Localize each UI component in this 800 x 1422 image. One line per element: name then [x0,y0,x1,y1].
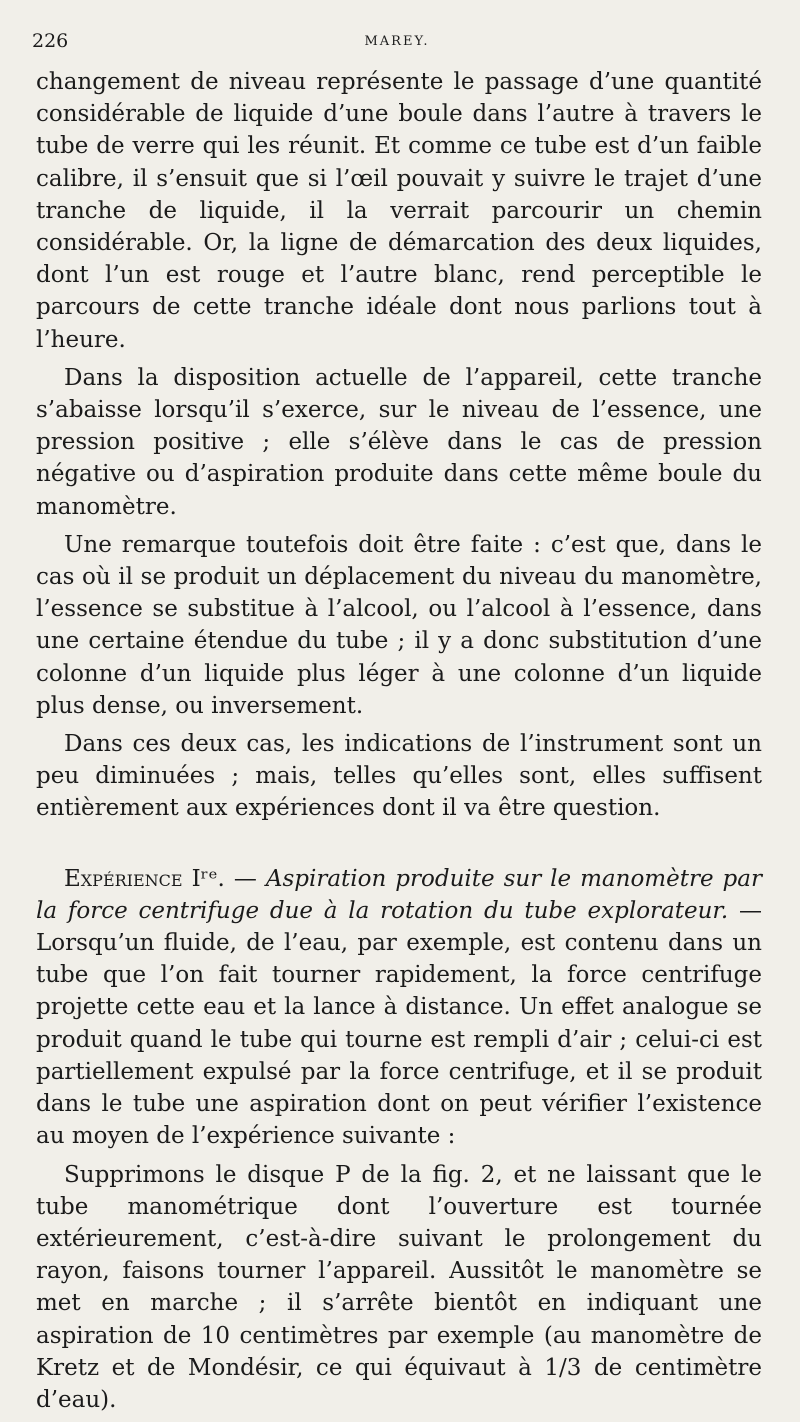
page-number: 226 [32,30,69,52]
page-header [32,30,762,60]
paragraph: Supprimons le disque P de la fig. 2, et ne laissant que le tube manométrique dont l’ouverture est tournée extérieurement, c’est-à-dire suivant le prolongement du rayon, faisons tourner l’appareil. Aussitôt le manomètre se met en marche ; il s’arrête bientôt en indiquant une aspiration de 10 centimètres par exemple (au manomètre de Kretz et de Mondésir, ce qui équivaut à 1/3 de centimètre d’eau). [36,1161,762,1413]
paragraph: Une remarque toutefois doit être faite : c’est que, dans le cas où il se produit un déplacement du niveau du manomètre, l’essence se substitue à l’alcool, ou l’alcool à l’essence, dans une certaine étendue du tube ; il y a donc substitution d’une colonne d’un liquide plus léger à une colonne d’un liquide plus dense, ou inversement. [36,531,762,719]
paragraph-continuation: changement de niveau représente le passage d’une quantité considérable de liquide d’une boule dans l’autre à travers le tube de verre qui les réunit. Et comme ce tube est d’un faible calibre, il s’ensuit que si l’œil pouvait y suivre le trajet d’une tranche de liquide, il la verrait parcourir un chemin considérable. Or, la ligne de démarcation des deux liquides, dont l’un est rouge et l’autre blanc, rend perceptible le parcours de cette tranche idéale dont nous parlions tout à l’heure. [36,69,762,353]
paragraph: Dans ces deux cas, les indications de l’instrument sont un peu diminuées ; mais, telles qu’elles sont, elles suffisent entièrement aux expériences dont il va être question. [36,731,762,822]
experiment-title: Aspiration produite sur le manomètre par la force centrifuge due à la rotation du tube explorateur. [36,865,762,924]
running-head: MAREY. [364,34,430,49]
experiment-paragraph [36,863,762,1153]
body-text [36,66,762,1422]
experiment-text: Lorsqu’un fluide, de l’eau, par exemple, est contenu dans un tube que l’on fait tourner rapidement, la force centrifuge projette cette eau et la lance à distance. Un effet analogue se produit quand le tube qui tourne est rempli d’air ; celui-ci est partiellement expulsé par la force centrifuge, et il se produit dans le tube une aspiration dont on peut vérifier l’existence au moyen de l’expérience suivante : [36,930,762,1150]
experiment-dash: — [224,865,266,892]
experiment-label: Expérience Iʳᵉ. [64,865,225,892]
paragraph: Dans la disposition actuelle de l’appareil, cette tranche s’abaisse lorsqu’il s’exerce, sur le niveau de l’essence, une pression positive ; elle s’élève dans le cas de pression négative ou d’aspiration produite dans cette même boule du manomètre. [36,364,762,520]
experiment-dash-2: — [728,897,762,924]
